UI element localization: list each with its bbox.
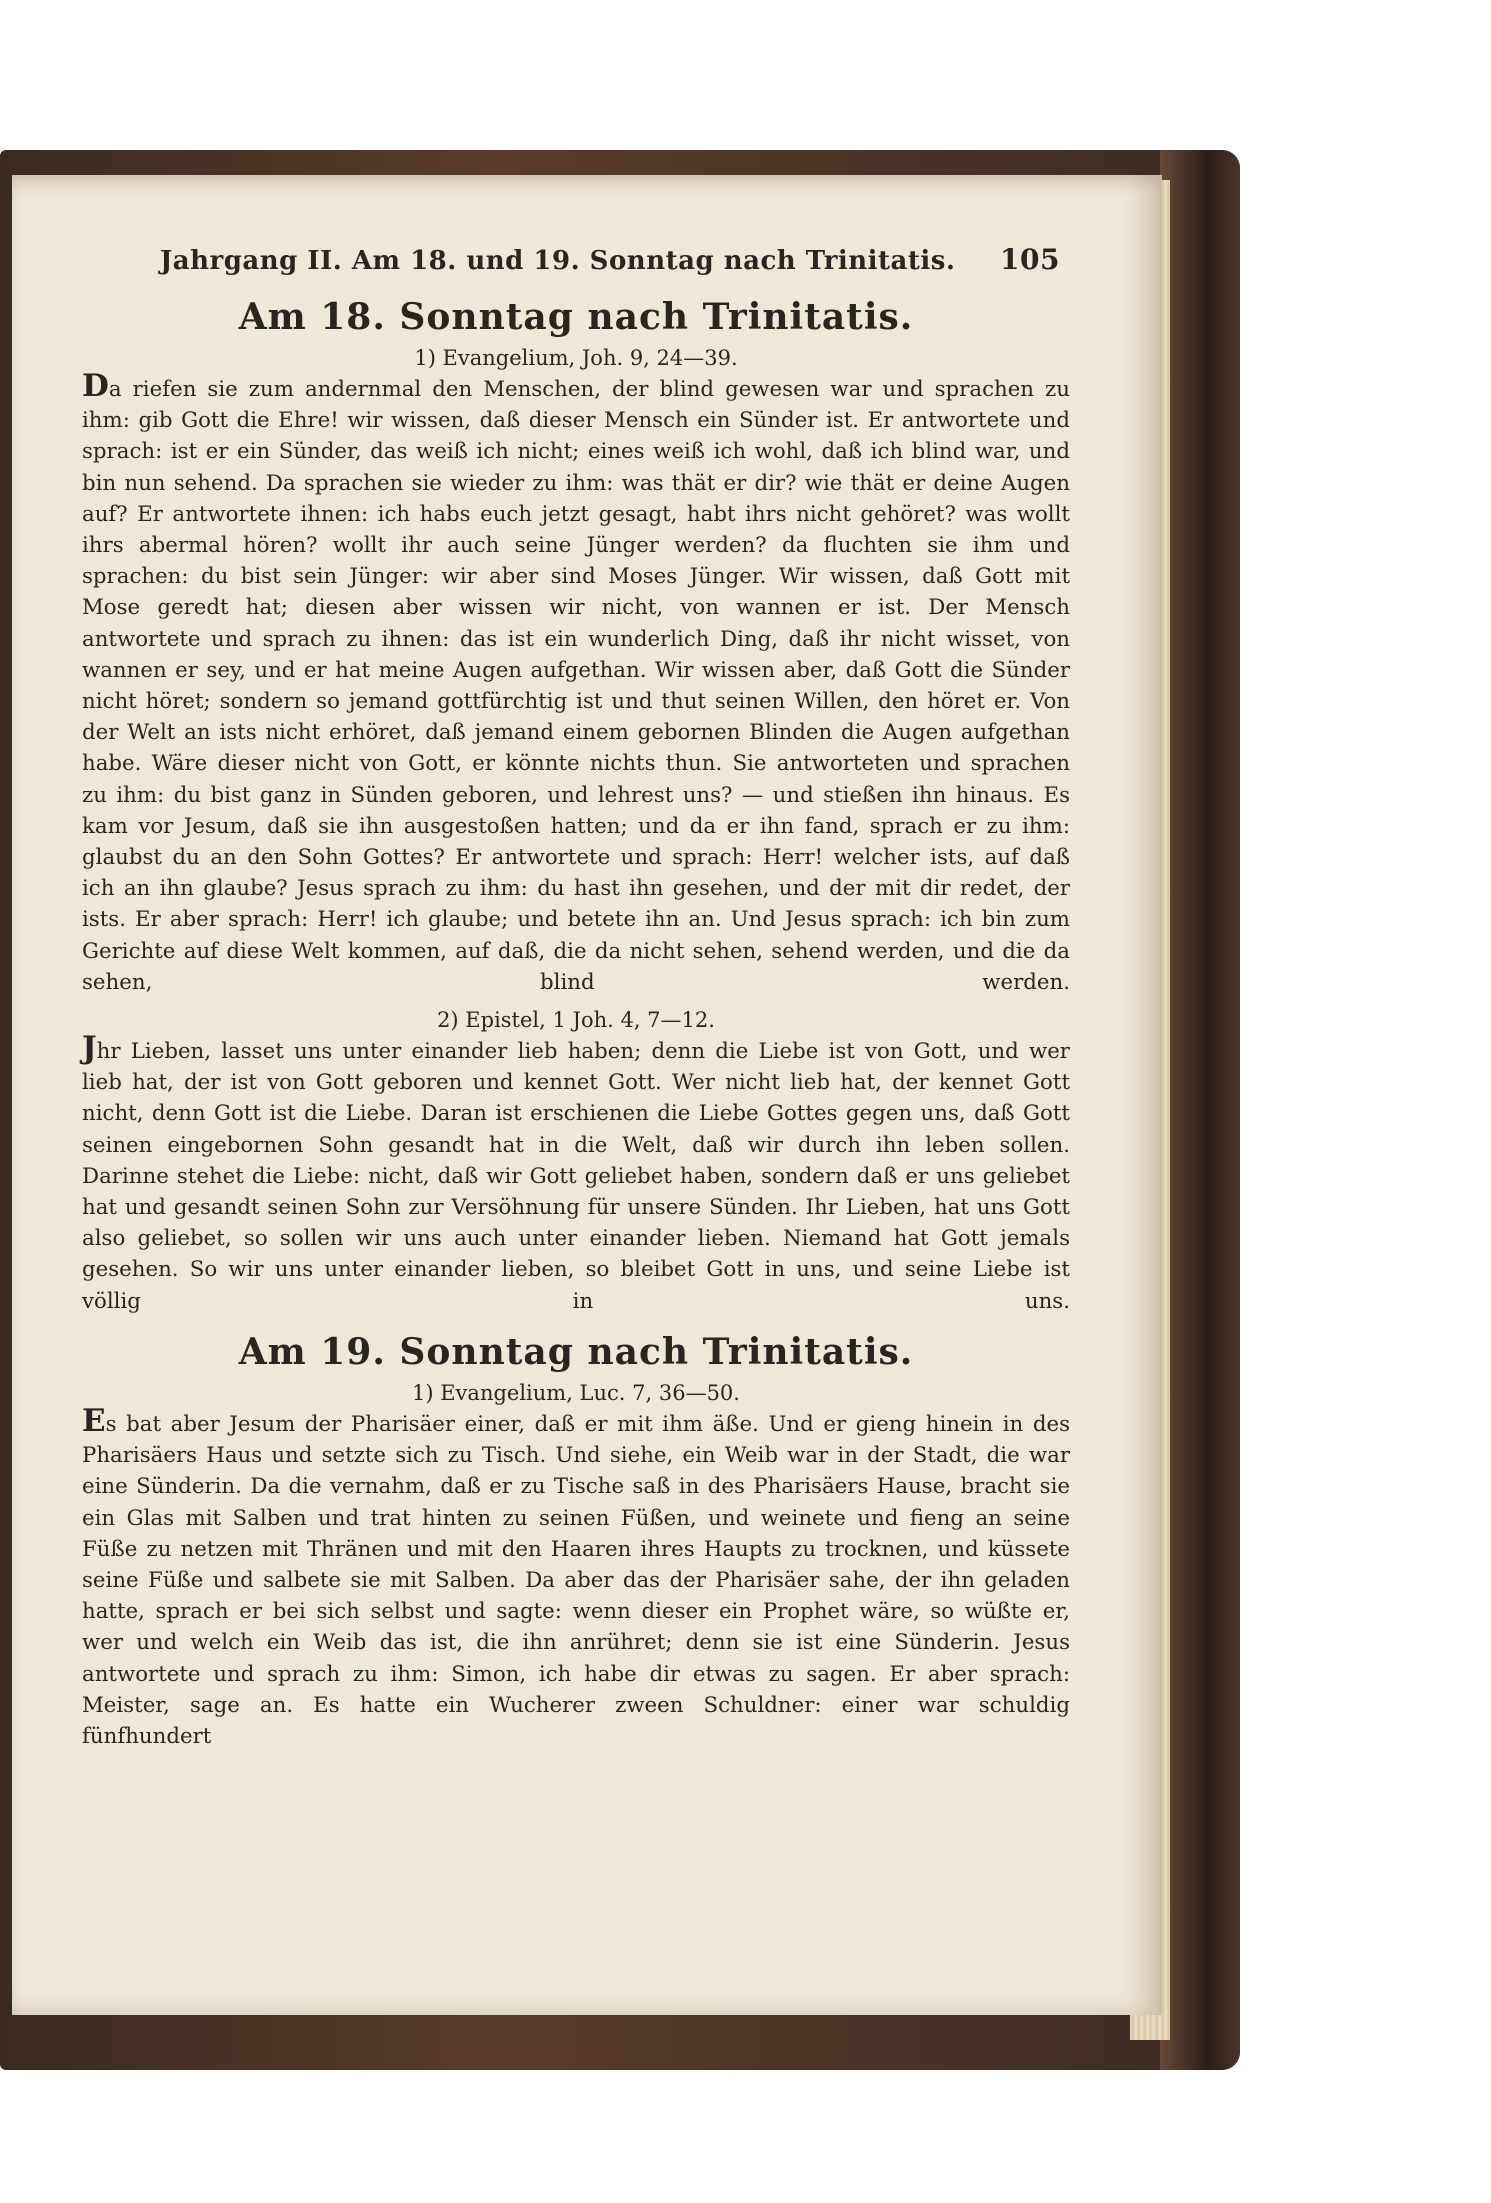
initial-letter: J (82, 1030, 97, 1067)
page-number: 105 (1000, 243, 1060, 276)
reading-body: a riefen sie zum andernmal den Menschen, der blind gewesen war und sprachen zu ihm: gib Gott die Ehre! wir wissen, daß dieser Mensch ein Sünder ist. Er antwortete und sprach: ist er ein Sünder, das weiß ich nicht; eines weiß ich wohl, daß ich blind war, und bin nun sehend. Da sprachen sie wieder zu ihm: was thät er dir? wie thät er deine Augen auf? Er antwortete ihnen: ich habs euch jetzt gesagt, habt ihrs nicht gehöret? was wollt ihrs abermal hören? wollt ihr auch seine Jünger werden? da fluchten sie ihm und sprachen: du bist sein Jünger: wir aber sind Moses Jünger. Wir wissen, daß Gott mit Mose geredt hat; diesen aber wissen wir nicht, von wannen er ist. Der Mensch antwortete und sprach zu ihnen: das ist ein wunderlich Ding, daß ihr nicht wisset, von wannen er sey, und er hat meine Augen aufgethan. Wir wissen aber, daß Gott die Sünder nicht höret; sondern so jemand gottfürchtig ist und thut seinen Willen, den höret er. Von der Welt an ists nicht erhöret, daß jemand einem gebornen Blinden die Augen aufgethan habe. Wäre dieser nicht von Gott, er könnte nichts thun. Sie antworteten und sprachen zu ihm: du bist ganz in Sünden geboren, und lehrest uns? — und stießen ihn hinaus. Es kam vor Jesum, daß sie ihn ausgestoßen hatten; und da er ihn fand, sprach er zu ihm: glaubst du an den Sohn Gottes? Er antwortete und sprach: Herr! welcher ists, auf daß ich an ihn glaube? Jesus sprach zu ihm: du hast ihn gesehen, und der mit dir redet, der ists. Er aber sprach: Herr! ich glaube; und betete ihn an. Und Jesus sprach: ich bin zum Gerichte auf diese Welt kommen, auf daß, die da nicht sehen, sehend werden, und die da sehen, blind werden. (82, 377, 1070, 995)
reading-text (82, 1402, 1070, 1752)
section-title-18: Am 18. Sonntag nach Trinitatis. (238, 296, 914, 338)
reading-text (82, 1030, 1070, 1317)
book-page (12, 175, 1162, 2015)
reading-text (82, 368, 1070, 998)
book-spine (1160, 150, 1240, 2070)
reading-body: s bat aber Jesum der Pharisäer einer, daß er mit ihm äße. Und er gieng hinein in des Pharisäers Haus und setzte sich zu Tisch. Und siehe, ein Weib war in der Stadt, die war eine Sünderin. Da die vernahm, daß er zu Tische saß in des Pharisäers Hause, bracht sie ein Glas mit Salben und trat hinten zu seinen Füßen, und weinete und fieng an seine Füße zu netzen mit Thränen und mit den Haaren ihres Haupts zu trocknen, und küssete seine Füße und salbete sie mit Salben. Da aber das der Pharisäer sahe, der ihn geladen hatte, sprach er bei sich selbst und sagte: wenn dieser ein Prophet wäre, so wüßte er, wer und welch ein Weib das ist, die ihn anrühret; denn sie ist eine Sünderin. Jesus antwortete und sprach zu ihm: Simon, ich habe dir etwas zu sagen. Er aber sprach: Meister, sage an. Es hatte ein Wucherer zween Schuldner: einer war schuldig fünfhundert (82, 1411, 1070, 1749)
running-head (82, 243, 1070, 276)
running-title: Jahrgang II. Am 18. und 19. Sonntag nach Trinitatis. (160, 246, 956, 276)
reading-label: 1) Evangelium, Joh. 9, 24—39. (414, 346, 738, 370)
initial-letter: E (82, 1402, 106, 1439)
reading-body: hr Lieben, lasset uns unter einander lieb haben; denn die Liebe ist von Gott, und wer lieb hat, der ist von Gott geboren und kennet Gott. Wer nicht lieb hat, der kennet Gott nicht, denn Gott ist die Liebe. Daran ist erschienen die Liebe Gottes gegen uns, daß Gott seinen eingebornen Sohn gesandt hat in die Welt, daß wir durch ihn leben sollen. Darinne stehet die Liebe: nicht, daß wir Gott geliebet haben, sondern daß er uns geliebet hat und gesandt seinen Sohn zur Versöhnung für unsere Sünden. Ihr Lieben, hat uns Gott also geliebet, so sollen wir uns auch unter einander lieben. Niemand hat Gott jemals gesehen. So wir uns unter einander lieben, so bleibet Gott in uns, und seine Liebe ist völlig in uns. (82, 1039, 1070, 1314)
page-content (82, 243, 1070, 1752)
reading-label: 1) Evangelium, Luc. 7, 36—50. (412, 1380, 740, 1405)
section-title-19: Am 19. Sonntag nach Trinitatis. (238, 1330, 914, 1373)
reading-label: 2) Epistel, 1 Joh. 4, 7—12. (437, 1008, 715, 1033)
initial-letter: D (82, 368, 109, 404)
